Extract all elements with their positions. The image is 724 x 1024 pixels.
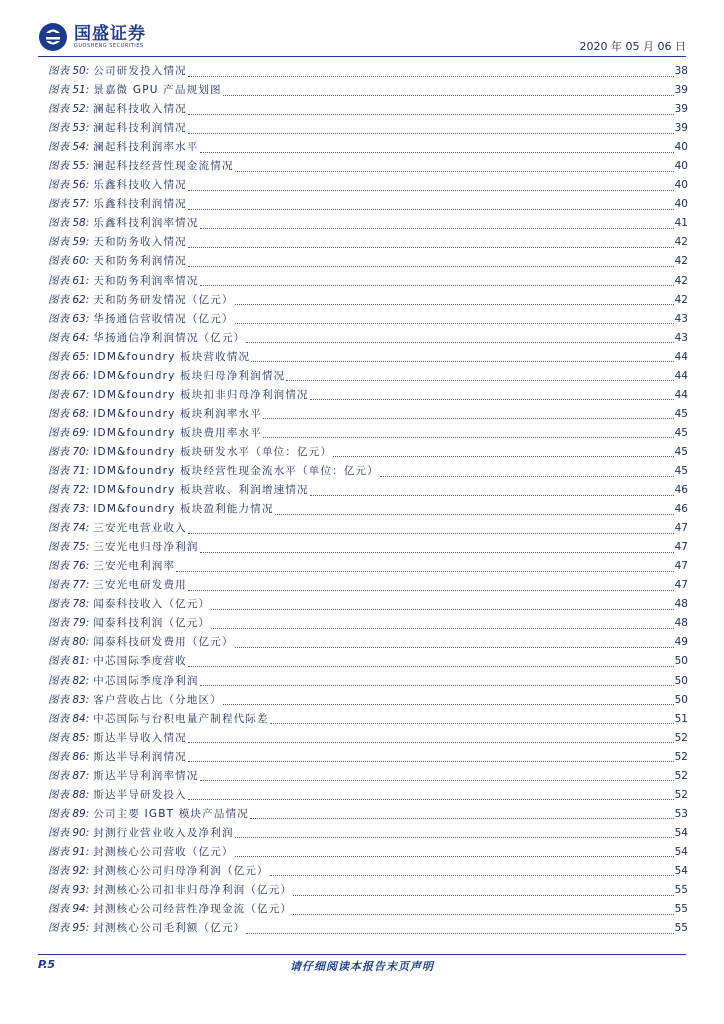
- toc-entry-title: 天和防务研发情况（亿元）: [93, 293, 234, 306]
- toc-entry[interactable]: [48, 652, 688, 671]
- toc-entry-title: 中芯国际季度营收: [93, 655, 187, 668]
- toc-entry[interactable]: [48, 500, 688, 519]
- toc-dot-leader: [250, 817, 674, 819]
- toc-entry-title: 斯达半导收入情况: [93, 731, 187, 744]
- logo-english-name: GUOSHENG SECURITIES: [74, 42, 144, 49]
- toc-entry-label: 图表 62:: [48, 293, 90, 306]
- toc-entry-title: 天和防务收入情况: [93, 236, 187, 249]
- toc-entry-title: 公司主要 IGBT 模块产品情况: [93, 807, 249, 820]
- toc-entry-label: 图表 79:: [48, 617, 90, 630]
- toc-entry-label: 图表 52:: [48, 103, 90, 116]
- toc-dot-leader: [235, 836, 674, 838]
- toc-entry[interactable]: [48, 481, 688, 500]
- toc-entry-title: IDM&foundry 板块营收情况: [93, 350, 251, 363]
- toc-dot-leader: [235, 855, 674, 857]
- toc-entry-label: 图表 58:: [48, 217, 90, 230]
- toc-entry-title: 斯达半导研发投入: [93, 788, 187, 801]
- toc-dot-leader: [200, 779, 674, 781]
- toc-entry-title: IDM&foundry 板块费用率水平: [93, 426, 262, 439]
- toc-entry[interactable]: [48, 672, 688, 691]
- toc-entry-label: 图表 81:: [48, 655, 90, 668]
- toc-entry-label: 图表 76:: [48, 560, 90, 573]
- toc-dot-leader: [176, 570, 673, 572]
- toc-entry[interactable]: [48, 81, 688, 100]
- toc-entry-page: 54: [674, 864, 688, 877]
- toc-entry[interactable]: [48, 748, 688, 767]
- toc-entry-label: 图表 59:: [48, 236, 90, 249]
- toc-dot-leader: [310, 494, 674, 496]
- toc-entry[interactable]: [48, 233, 688, 252]
- toc-entry-title: 澜起科技经营性现金流情况: [93, 160, 234, 173]
- toc-entry-title: IDM&foundry 板块扣非归母净利润情况: [93, 388, 309, 401]
- toc-dot-leader: [188, 189, 674, 191]
- toc-entry-title: 封测核心公司营收（亿元）: [93, 845, 234, 858]
- toc-entry[interactable]: [48, 367, 688, 386]
- toc-entry[interactable]: [48, 862, 688, 881]
- toc-entry-label: 图表 55:: [48, 160, 90, 173]
- toc-dot-leader: [211, 608, 673, 610]
- toc-entry-title: 斯达半导利润率情况: [93, 769, 199, 782]
- toc-entry-page: 38: [674, 65, 688, 77]
- toc-entry[interactable]: [48, 843, 688, 862]
- toc-entry[interactable]: [48, 557, 688, 576]
- toc-entry-label: 图表 92:: [48, 864, 90, 877]
- toc-entry-page: 39: [674, 122, 688, 135]
- toc-entry[interactable]: [48, 62, 688, 81]
- toc-entry-page: 44: [674, 350, 688, 363]
- toc-dot-leader: [293, 913, 673, 915]
- toc-entry[interactable]: [48, 786, 688, 805]
- toc-entry-label: 图表 94:: [48, 903, 90, 916]
- toc-dot-leader: [200, 227, 674, 229]
- toc-entry[interactable]: [48, 767, 688, 786]
- toc-entry-page: 54: [674, 826, 688, 839]
- toc-entry-label: 图表 60:: [48, 255, 90, 268]
- footer-divider: [38, 954, 686, 955]
- toc-entry-title: 封测核心公司毛利额（亿元）: [93, 922, 246, 935]
- toc-entry[interactable]: [48, 881, 688, 900]
- toc-dot-leader: [270, 874, 674, 876]
- toc-entry[interactable]: [48, 119, 688, 138]
- toc-entry-page: 45: [674, 407, 688, 420]
- toc-entry[interactable]: [48, 424, 688, 443]
- toc-entry-label: 图表 87:: [48, 769, 90, 782]
- toc-entry[interactable]: [48, 919, 688, 938]
- toc-entry-label: 图表 68:: [48, 407, 90, 420]
- toc-entry-label: 图表 63:: [48, 312, 90, 325]
- toc-entry-page: 39: [674, 84, 688, 97]
- toc-entry-label: 图表 57:: [48, 198, 90, 211]
- toc-entry-page: 55: [674, 922, 688, 935]
- toc-entry-label: 图表 93:: [48, 884, 90, 897]
- toc-entry-title: 闻泰科技研发费用（亿元）: [93, 636, 234, 649]
- toc-entry-label: 图表 64:: [48, 331, 90, 344]
- toc-entry-label: 图表 95:: [48, 922, 90, 935]
- toc-entry-page: 54: [674, 845, 688, 858]
- toc-entry-label: 图表 88:: [48, 788, 90, 801]
- toc-entry-page: 47: [674, 541, 688, 554]
- footer-disclaimer: 请仔细阅读本报告末页声明: [290, 960, 434, 973]
- report-date: 2020 年 05 月 06 日: [579, 40, 686, 53]
- toc-dot-leader: [263, 417, 674, 419]
- toc-entry-label: 图表 67:: [48, 388, 90, 401]
- toc-entry[interactable]: [48, 157, 688, 176]
- toc-entry-title: 中芯国际季度净利润: [93, 674, 199, 687]
- toc-entry[interactable]: [48, 729, 688, 748]
- toc-entry-title: 三安光电营业收入: [93, 522, 187, 535]
- toc-entry-label: 图表 54:: [48, 141, 90, 154]
- toc-entry-title: 三安光电研发费用: [93, 579, 187, 592]
- toc-entry[interactable]: [48, 405, 688, 424]
- toc-entry[interactable]: [48, 595, 688, 614]
- toc-entry-page: 40: [674, 179, 688, 192]
- toc-dot-leader: [223, 703, 674, 705]
- toc-entry-title: 华扬通信营收情况（亿元）: [93, 312, 234, 325]
- toc-entry-label: 图表 53:: [48, 122, 90, 135]
- toc-dot-leader: [188, 265, 674, 267]
- toc-entry-page: 50: [674, 655, 688, 668]
- toc-entry-label: 图表 71:: [48, 464, 90, 477]
- toc-entry-page: 40: [674, 141, 688, 154]
- toc-entry-page: 44: [674, 369, 688, 382]
- toc-entry-title: IDM&foundry 板块营收、利润增速情况: [93, 484, 309, 497]
- toc-entry-label: 图表 84:: [48, 712, 90, 725]
- toc-entry-label: 图表 69:: [48, 426, 90, 439]
- toc-entry-title: IDM&foundry 板块盈利能力情况: [93, 503, 274, 516]
- toc-dot-leader: [251, 360, 673, 362]
- guosheng-logo-icon: [38, 22, 68, 52]
- toc-entry-page: 52: [674, 731, 688, 744]
- toc-dot-leader: [286, 379, 673, 381]
- toc-entry-label: 图表 78:: [48, 598, 90, 611]
- toc-entry-label: 图表 72:: [48, 484, 90, 497]
- toc-entry-page: 42: [674, 255, 688, 268]
- toc-entry-title: 乐鑫科技利润率情况: [93, 217, 199, 230]
- toc-dot-leader: [380, 475, 674, 477]
- toc-entry-label: 图表 91:: [48, 845, 90, 858]
- toc-entry[interactable]: [48, 576, 688, 595]
- toc-entry-title: 封测核心公司归母净利润（亿元）: [93, 864, 269, 877]
- page-header: [38, 20, 686, 56]
- toc-dot-leader: [188, 741, 674, 743]
- toc-entry-page: 47: [674, 579, 688, 592]
- toc-entry[interactable]: [48, 176, 688, 195]
- toc-entry-label: 图表 77:: [48, 579, 90, 592]
- toc-entry[interactable]: [48, 138, 688, 157]
- toc-dot-leader: [188, 760, 674, 762]
- toc-entry-title: IDM&foundry 板块归母净利润情况: [93, 369, 286, 382]
- toc-entry-page: 42: [674, 293, 688, 306]
- toc-entry[interactable]: [48, 291, 688, 310]
- toc-entry[interactable]: [48, 519, 688, 538]
- toc-entry-page: 40: [674, 198, 688, 211]
- toc-dot-leader: [200, 284, 674, 286]
- toc-entry-label: 图表 75:: [48, 541, 90, 554]
- brand-logo: [38, 22, 146, 52]
- toc-entry-page: 48: [674, 598, 688, 611]
- toc-entry[interactable]: [48, 329, 688, 348]
- toc-entry-page: 55: [674, 903, 688, 916]
- toc-dot-leader: [188, 798, 674, 800]
- toc-dot-leader: [188, 589, 674, 591]
- toc-entry-label: 图表 61:: [48, 274, 90, 287]
- toc-entry-label: 图表 74:: [48, 522, 90, 535]
- toc-entry[interactable]: [48, 462, 688, 481]
- toc-entry-label: 图表 65:: [48, 350, 90, 363]
- toc-dot-leader: [200, 684, 674, 686]
- toc-entry-label: 图表 51:: [48, 84, 90, 97]
- toc-dot-leader: [188, 665, 674, 667]
- toc-entry-page: 42: [674, 236, 688, 249]
- toc-entry-title: 中芯国际与台积电量产制程代际差: [93, 712, 269, 725]
- logo-chinese-name: 国盛证券: [74, 23, 146, 44]
- toc-entry-page: 42: [674, 274, 688, 287]
- toc-entry-page: 46: [674, 484, 688, 497]
- toc-entry-title: IDM&foundry 板块研发水平（单位：亿元）: [93, 445, 333, 458]
- toc-entry-title: IDM&foundry 板块利润率水平: [93, 407, 262, 420]
- toc-entry-page: 52: [674, 750, 688, 763]
- toc-entry-label: 图表 86:: [48, 750, 90, 763]
- toc-entry-title: 三安光电归母净利润: [93, 541, 199, 554]
- toc-entry-title: 封测核心公司扣非归母净利润（亿元）: [93, 884, 293, 897]
- toc-entry-label: 图表 85:: [48, 731, 90, 744]
- toc-dot-leader: [310, 398, 674, 400]
- toc-entry-title: 三安光电利润率: [93, 560, 176, 573]
- toc-entry-title: 澜起科技利润率水平: [93, 141, 199, 154]
- toc-entry[interactable]: [48, 272, 688, 291]
- toc-entry[interactable]: [48, 900, 688, 919]
- toc-entry-title: 乐鑫科技收入情况: [93, 179, 187, 192]
- toc-entry-page: 43: [674, 331, 688, 344]
- toc-entry-title: 乐鑫科技利润情况: [93, 198, 187, 211]
- toc-entry[interactable]: [48, 691, 688, 710]
- toc-dot-leader: [246, 341, 673, 343]
- toc-entry-title: 景嘉微 GPU 产品规划图: [93, 84, 222, 97]
- toc-dot-leader: [270, 722, 674, 724]
- toc-entry-title: 天和防务利润率情况: [93, 274, 199, 287]
- toc-entry-label: 图表 66:: [48, 369, 90, 382]
- toc-entry-title: 斯达半导利润情况: [93, 750, 187, 763]
- toc-entry-page: 39: [674, 103, 688, 116]
- toc-entry-page: 44: [674, 388, 688, 401]
- toc-entry[interactable]: [48, 633, 688, 652]
- toc-dot-leader: [211, 627, 673, 629]
- toc-entry-page: 45: [674, 464, 688, 477]
- toc-entry[interactable]: [48, 386, 688, 405]
- toc-dot-leader: [188, 246, 674, 248]
- toc-entry-label: 图表 89:: [48, 807, 90, 820]
- toc-entry[interactable]: [48, 252, 688, 271]
- toc-entry-title: 华扬通信净利润情况（亿元）: [93, 331, 246, 344]
- toc-entry-page: 50: [674, 693, 688, 706]
- toc-entry-title: 闻泰科技收入（亿元）: [93, 598, 211, 611]
- toc-entry-title: 封测行业营业收入及净利润: [93, 826, 234, 839]
- toc-entry-page: 55: [674, 884, 688, 897]
- toc-dot-leader: [223, 94, 674, 96]
- toc-dot-leader: [188, 532, 674, 534]
- toc-entry-page: 43: [674, 312, 688, 325]
- toc-entry[interactable]: [48, 100, 688, 119]
- toc-entry-label: 图表 73:: [48, 503, 90, 516]
- toc-entry-label: 图表 90:: [48, 826, 90, 839]
- toc-entry[interactable]: [48, 710, 688, 729]
- toc-entry-label: 图表 56:: [48, 179, 90, 192]
- toc-entry-label: 图表 50:: [48, 65, 90, 77]
- toc-entry-page: 53: [674, 807, 688, 820]
- toc-entry[interactable]: [48, 443, 688, 462]
- toc-entry-title: 澜起科技利润情况: [93, 122, 187, 135]
- toc-entry-page: 45: [674, 426, 688, 439]
- toc-entry-page: 47: [674, 560, 688, 573]
- toc-dot-leader: [188, 113, 674, 115]
- toc-dot-leader: [333, 455, 673, 457]
- toc-entry-label: 图表 80:: [48, 636, 90, 649]
- toc-entry-title: 澜起科技收入情况: [93, 103, 187, 116]
- figure-index-list: [48, 62, 688, 938]
- toc-dot-leader: [246, 932, 673, 934]
- toc-dot-leader: [293, 894, 673, 896]
- toc-dot-leader: [263, 436, 674, 438]
- toc-entry-page: 49: [674, 636, 688, 649]
- toc-entry-title: 封测核心公司经营性净现金流（亿元）: [93, 903, 293, 916]
- toc-dot-leader: [188, 132, 674, 134]
- toc-entry-title: 客户营收占比（分地区）: [93, 693, 222, 706]
- toc-entry-page: 50: [674, 674, 688, 687]
- toc-entry-label: 图表 70:: [48, 445, 90, 458]
- toc-entry[interactable]: [48, 538, 688, 557]
- toc-dot-leader: [188, 208, 674, 210]
- toc-entry-page: 52: [674, 769, 688, 782]
- toc-entry[interactable]: [48, 824, 688, 843]
- toc-entry-page: 40: [674, 160, 688, 173]
- toc-dot-leader: [235, 646, 674, 648]
- toc-entry[interactable]: [48, 214, 688, 233]
- page-number: P.5: [38, 958, 56, 971]
- toc-entry-title: 闻泰科技利润（亿元）: [93, 617, 211, 630]
- toc-entry[interactable]: [48, 310, 688, 329]
- toc-entry[interactable]: [48, 805, 688, 824]
- toc-dot-leader: [200, 551, 674, 553]
- toc-entry-title: IDM&foundry 板块经营性现金流水平（单位：亿元）: [93, 464, 379, 477]
- toc-entry[interactable]: [48, 348, 688, 367]
- toc-dot-leader: [200, 151, 674, 153]
- toc-dot-leader: [235, 170, 674, 172]
- toc-dot-leader: [275, 513, 674, 515]
- toc-entry-page: 52: [674, 788, 688, 801]
- toc-entry-page: 51: [674, 712, 688, 725]
- toc-entry-page: 41: [674, 217, 688, 230]
- toc-entry-page: 48: [674, 617, 688, 630]
- header-divider: [38, 56, 686, 57]
- toc-entry-title: 天和防务利润情况: [93, 255, 187, 268]
- toc-entry[interactable]: [48, 614, 688, 633]
- toc-entry-page: 47: [674, 522, 688, 535]
- toc-entry-title: 公司研发投入情况: [93, 65, 187, 77]
- toc-dot-leader: [188, 75, 674, 77]
- toc-entry-label: 图表 82:: [48, 674, 90, 687]
- toc-entry-label: 图表 83:: [48, 693, 90, 706]
- toc-dot-leader: [235, 322, 674, 324]
- toc-entry-page: 46: [674, 503, 688, 516]
- toc-dot-leader: [235, 303, 674, 305]
- toc-entry[interactable]: [48, 195, 688, 214]
- toc-entry-page: 45: [674, 445, 688, 458]
